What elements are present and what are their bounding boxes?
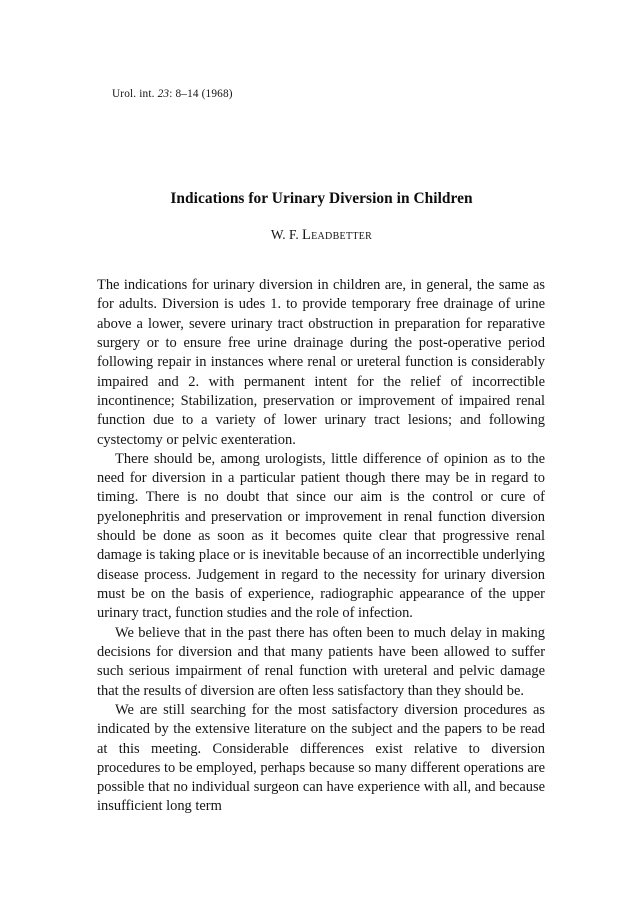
body-paragraph: There should be, among urologists, little difference of opinion as to the need for diversion in a particular patient though there may be in regard to timing. There is no doubt that since our aim is the control or cure of pyelonephritis and preservation or improvement in renal function diversion should be done as soon as it becomes quite clear that progressive renal damage is taking place or is inevitable because of an incorrectible underlying disease process. Judgement in regard to the necessity for urinary diversion must be on the basis of experience, radiographic appearance of the upper urinary tract, function studies and the role of infection. — [97, 450, 545, 622]
running-head-pages-year: : 8–14 (1968) — [169, 88, 233, 100]
body-paragraph: We believe that in the past there has often been to much delay in making decisions for diversion and that many patients have been allowed to suffer such serious impairment of renal function with ureteral and pelvic damage that the results of diversion are often less satisfactory than they should be. — [97, 624, 545, 699]
running-head-volume: 23 — [157, 88, 170, 100]
author-byline — [0, 227, 643, 244]
running-head — [112, 88, 233, 100]
body-paragraph: We are still searching for the most satisfactory diversion procedures as indicated by the extensive literature on the subject and the papers to be read at this meeting. Considerable differences exist relative to diversion procedures to be employed, perhaps because so many different operations are possible that no individual surgeon can have experience with all, and because insufficient long term — [97, 701, 545, 815]
title-block — [0, 190, 643, 208]
page-title: Indications for Urinary Diversion in Children — [170, 190, 473, 207]
article-body — [97, 276, 545, 817]
author-initials: W. F. — [270, 227, 299, 242]
running-head-journal: Urol. int. — [112, 88, 155, 100]
body-paragraph: The indications for urinary diversion in children are, in general, the same as for adults. Diversion is udes 1. to provide temporary free drainage of urine above a lower, severe urinary tract obstruction in preparation for reparative surgery or to ensure free urine drainage during the post-operative period following repair in instances where renal or ureteral function is considerably impaired and 2. with permanent intent for the relief of incorrectible incontinence; Stabilization, preservation or improvement of impaired renal function due to a variety of lower urinary tract lesions; and following cystectomy or pelvic exenteration. — [97, 277, 545, 448]
author-surname: Leadbetter — [302, 227, 373, 243]
